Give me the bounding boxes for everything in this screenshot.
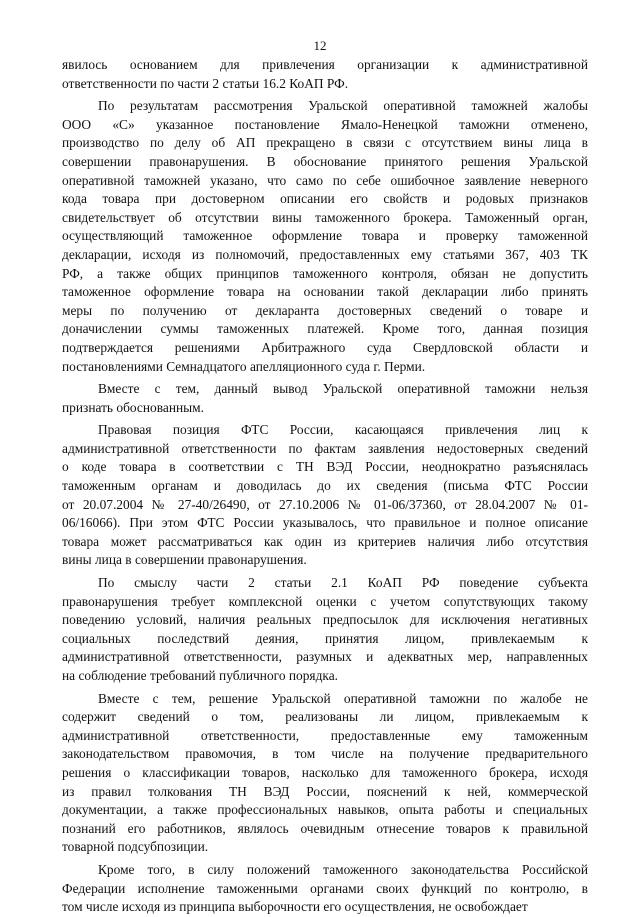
text-line: правонарушения требует комплексной оценки с учетом сопутствующих такому [62,593,588,609]
text-line: административной ответственности по фактам заявления недостоверных сведений [62,440,588,456]
text-line: РФ, а также общих принципов таможенного контроля, обязан не допустить [62,265,588,281]
page-number: 12 [313,38,327,53]
paragraph [62,380,588,417]
text-line: подтверждается решениями Арбитражного суда Свердловской области и [62,339,588,355]
paragraph [62,690,588,857]
text-line: административной ответственности, предоставленные ему таможенным [62,727,588,743]
text-line: из правил толкования ТН ВЭД России, пояснений к ней, коммерческой [62,783,588,799]
text-line: документации, а также профессиональных навыков, опыта работы и специальных [62,802,588,818]
text-line: таможенное оформление товара на основании такой декларации либо принять [62,284,588,300]
paragraph [62,56,588,93]
text-line: ответственности по части 2 статьи 16.2 КоАП РФ. [62,75,349,91]
text-line: производство по делу об АП прекращено в связи с отсутствием вины лица в [62,135,588,151]
text-line: явилось основанием для привлечения организации к административной [62,57,588,72]
text-line: административной ответственности, разумных и адекватных мер, направленных [62,649,588,665]
text-line: 06/16066). При этом ФТС России указывалось, что правильное и полное описание [62,515,588,531]
text-line: По результатам рассмотрения Уральской оперативной таможней жалобы [98,98,588,114]
text-line: о коде товара в соответствии с ТН ВЭД России, неоднократно разъяснялась [62,459,588,475]
text-line: законодательством правомочия, в том числе на получение предварительного [62,746,588,762]
text-line: осуществляющий таможенное оформление товара и проверку таможенной [62,228,588,244]
text-line: социальных последствий деяния, принятия лицом, привлекаемым к [62,630,588,646]
text-line: признать обоснованным. [62,399,204,415]
text-line: на соблюдение требований публичного порядка. [62,668,338,683]
text-line: Вместе с тем, данный вывод Уральской оперативной таможни нельзя [98,381,588,397]
text-line: таможенным органам и доводилась до их сведения (письма ФТС России [62,478,588,494]
text-line: товара может рассматриваться как один из критериев наличия либо отсутствия [62,533,588,549]
text-line: вины лица в совершении правонарушения. [62,552,307,568]
text-line: ООО «С» указанное постановление Ямало-Ненецкой таможни отменено, [62,116,588,132]
text-line: от 20.07.2004 № 27-40/26490, от 27.10.2006 № 01-06/37360, от 28.04.2007 № 01- [62,496,588,512]
text-line: Федерации исполнение таможенными органами своих функций по контролю, в [62,880,588,896]
text-line: познаний его работников, являлось очевидным отнесение товаров к правильной [62,820,588,836]
text-line: решения о классификации товаров, насколько для таможенного брокера, исходя [62,764,588,780]
paragraph [62,574,588,686]
text-line: Вместе с тем, решение Уральской оперативной таможни по жалобе не [98,690,588,706]
text-line: том числе исходя из принципа выборочности его осуществления, не освобождает [62,899,528,915]
text-line: оперативной таможней указано, что само по себе ошибочное заявление неверного [62,172,588,188]
text-line: По смыслу части 2 статьи 2.1 КоАП РФ поведение субъекта [98,575,588,591]
text-line: свидетельствует об отсутствии вины таможенного брокера. Таможенный орган, [62,209,588,225]
text-line: кода товара при достоверном описании его свойств и родовых признаков [62,191,588,207]
text-line: меры по получению от декларанта достоверных сведений о товаре и [62,302,588,318]
text-line: совершении правонарушения. В обоснование принятого решения Уральской [62,153,588,169]
paragraph [62,861,588,917]
document-body [62,56,588,917]
paragraph [62,97,588,376]
text-line: Кроме того, в силу положений таможенного законодательства Российской [98,861,588,877]
text-line: содержит сведений о том, реализованы ли лицом, привлекаемым к [62,709,588,725]
text-line: постановлениями Семнадцатого апелляционного суда г. Перми. [62,358,426,374]
text-line: товарной подсубпозиции. [62,839,209,855]
text-line: Правовая позиция ФТС России, касающаяся привлечения лиц к [98,422,588,438]
text-line: доначислении суммы таможенных платежей. Кроме того, данная позиция [62,321,588,337]
text-line: поведению условий, наличия реальных предпосылок для исключения негативных [62,612,588,628]
text-line: декларации, исходя из полномочий, предоставленных ему статьями 367, 403 ТК [62,246,588,262]
paragraph [62,421,588,570]
